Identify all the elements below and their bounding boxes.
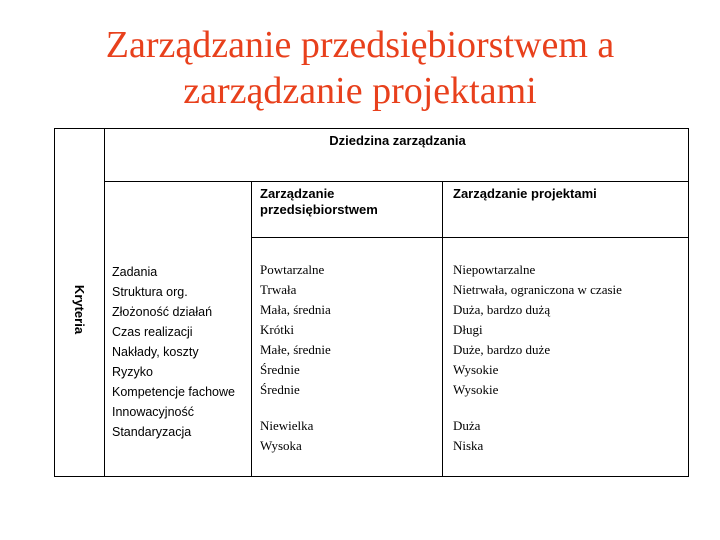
slide-title <box>0 22 720 114</box>
list-item: Wysokie <box>453 382 499 397</box>
table-divider <box>104 181 688 182</box>
table-divider <box>251 181 252 476</box>
enterprise-list <box>260 260 435 456</box>
list-item: Innowacyjność <box>112 405 194 419</box>
list-item: Czas realizacji <box>112 325 193 339</box>
list-item: Niska <box>453 438 484 453</box>
projects-header: Zarządzanie projektami <box>453 186 597 201</box>
list-item: Kompetencje fachowe <box>112 385 235 399</box>
list-item: Nakłady, koszty <box>112 345 199 359</box>
title-line-2: zarządzanie projektami <box>183 70 537 112</box>
table-divider <box>442 181 443 476</box>
list-item: Małe, średnie <box>260 342 331 357</box>
list-item: Wysokie <box>453 362 499 377</box>
comparison-table <box>54 128 689 477</box>
enterprise-header: Zarządzanie przedsiębiorstwem <box>260 186 378 217</box>
list-item: Duże, bardzo duże <box>453 342 551 357</box>
list-item: Nietrwała, ograniczona w czasie <box>453 282 622 297</box>
list-item <box>453 400 685 416</box>
list-item: Standaryzacja <box>112 425 192 439</box>
domain-header: Dziedzina zarządzania <box>329 133 466 148</box>
list-item: Ryzyko <box>112 365 153 379</box>
list-item: Niewielka <box>260 418 314 433</box>
list-item: Średnie <box>260 362 300 377</box>
title-line-1: Zarządzanie przedsiębiorstwem a <box>105 24 615 66</box>
list-item: Długi <box>453 322 483 337</box>
list-item: Krótki <box>260 322 294 337</box>
criteria-side-label: Kryteria <box>72 284 88 334</box>
projects-list <box>453 260 685 456</box>
list-item: Struktura org. <box>112 285 188 299</box>
list-item: Wysoka <box>260 438 302 453</box>
list-item: Trwała <box>260 282 297 297</box>
criteria-list <box>112 262 247 442</box>
table-divider <box>251 237 688 238</box>
list-item: Złożoność działań <box>112 305 213 319</box>
list-item: Zadania <box>112 265 158 279</box>
list-item: Niepowtarzalne <box>453 262 536 277</box>
list-item: Mała, średnia <box>260 302 331 317</box>
list-item <box>260 400 435 416</box>
list-item: Powtarzalne <box>260 262 325 277</box>
list-item: Średnie <box>260 382 300 397</box>
list-item: Duża, bardzo dużą <box>453 302 551 317</box>
list-item: Duża <box>453 418 481 433</box>
